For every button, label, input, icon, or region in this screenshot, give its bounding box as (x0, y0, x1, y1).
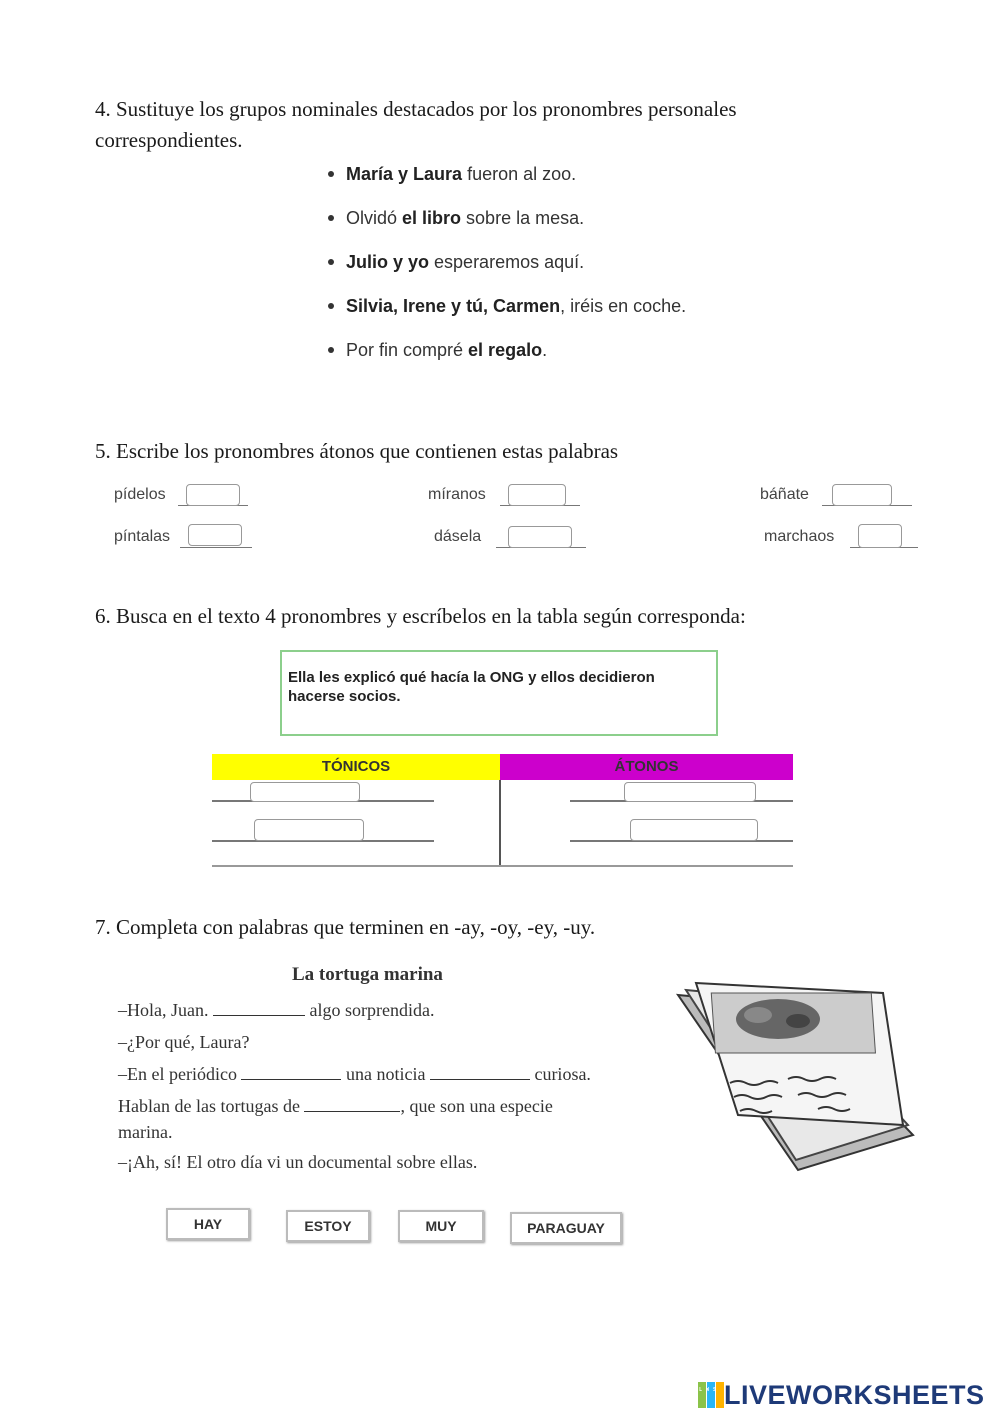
answer-input-pidelos[interactable] (186, 484, 240, 506)
q4-item-1: María y Laura fueron al zoo. (328, 164, 576, 185)
q4-item-4: Silvia, Irene y tú, Carmen, iréis en coche. (328, 296, 686, 317)
q4-item-3: Julio y yo esperaremos aquí. (328, 252, 584, 273)
story-line-3: –En el periódico una noticia curiosa. (118, 1064, 591, 1084)
answer-input-atonos-1[interactable] (624, 782, 756, 802)
q4-item-5: Por fin compré el regalo. (328, 340, 547, 361)
word-button-paraguay[interactable]: PARAGUAY (510, 1212, 622, 1244)
story-line-4: Hablan de las tortugas de , que son una especie (118, 1096, 553, 1116)
answer-input-pintalas[interactable] (188, 524, 242, 546)
column-divider (499, 780, 501, 866)
word-marchaos: marchaos (764, 528, 835, 545)
fill-blank-3[interactable] (430, 1079, 530, 1080)
q5-title: 5. Escribe los pronombres átonos que contienen estas palabras (95, 439, 619, 463)
liveworksheets-logo-icon (698, 1382, 724, 1408)
word-banate: báñate (760, 486, 809, 503)
q4-title-line2: correspondientes. (95, 128, 243, 152)
answer-input-miranos[interactable] (508, 484, 566, 506)
header-atonos: ÁTONOS (500, 754, 793, 780)
fill-blank-2[interactable] (241, 1079, 341, 1080)
q7-title: 7. Completa con palabras que terminen en -ay, -oy, -ey, -uy. (95, 915, 596, 939)
word-button-estoy[interactable]: ESTOY (286, 1210, 370, 1242)
word-dasela: dásela (434, 528, 482, 545)
q4-title-line1: 4. Sustituye los grupos nominales destacados por los pronombres personales (95, 97, 737, 121)
answer-input-tonicos-2[interactable] (254, 819, 364, 841)
answer-input-marchaos[interactable] (858, 524, 902, 548)
header-tonicos: TÓNICOS (212, 754, 500, 780)
story-line-2: –¿Por qué, Laura? (118, 1032, 250, 1052)
answer-input-dasela[interactable] (508, 526, 572, 548)
bullet-icon (328, 303, 334, 309)
pronoun-table (212, 754, 793, 866)
story-line-5: marina. (118, 1122, 173, 1142)
bullet-icon (328, 347, 334, 353)
source-text-box (280, 650, 718, 736)
bullet-icon (328, 215, 334, 221)
word-pidelos: pídelos (114, 486, 166, 503)
newspaper-illustration (668, 975, 918, 1175)
word-button-hay[interactable]: HAY (166, 1208, 250, 1240)
fill-blank-4[interactable] (304, 1111, 400, 1112)
source-text-line2: hacerse socios. (288, 688, 401, 705)
source-text-line1: Ella les explicó qué hacía la ONG y ellos decidieron (288, 669, 655, 686)
answer-input-tonicos-1[interactable] (250, 782, 360, 802)
word-button-muy[interactable]: MUY (398, 1210, 484, 1242)
bullet-icon (328, 259, 334, 265)
q6-title: 6. Busca en el texto 4 pronombres y escríbelos en la tabla según corresponda: (95, 604, 746, 628)
word-pintalas: píntalas (114, 528, 171, 545)
answer-line (180, 547, 252, 548)
liveworksheets-logo (698, 1378, 998, 1412)
answer-input-banate[interactable] (832, 484, 892, 506)
bullet-icon (328, 171, 334, 177)
story-title: La tortuga marina (292, 964, 443, 985)
q4-title (95, 94, 737, 156)
story-line-6: –¡Ah, sí! El otro día vi un documental sobre ellas. (118, 1152, 478, 1172)
fill-blank-1[interactable] (213, 1015, 305, 1016)
logo-text: LIVEWORKSHEETS (724, 1380, 985, 1410)
logo-mark-text: LWS (699, 1387, 721, 1393)
answer-input-atonos-2[interactable] (630, 819, 758, 841)
word-miranos: míranos (428, 486, 486, 503)
story-line-1: –Hola, Juan. algo sorprendida. (118, 1000, 435, 1020)
table-bottom-rule (212, 865, 793, 867)
q4-item-2: Olvidó el libro sobre la mesa. (328, 208, 584, 229)
